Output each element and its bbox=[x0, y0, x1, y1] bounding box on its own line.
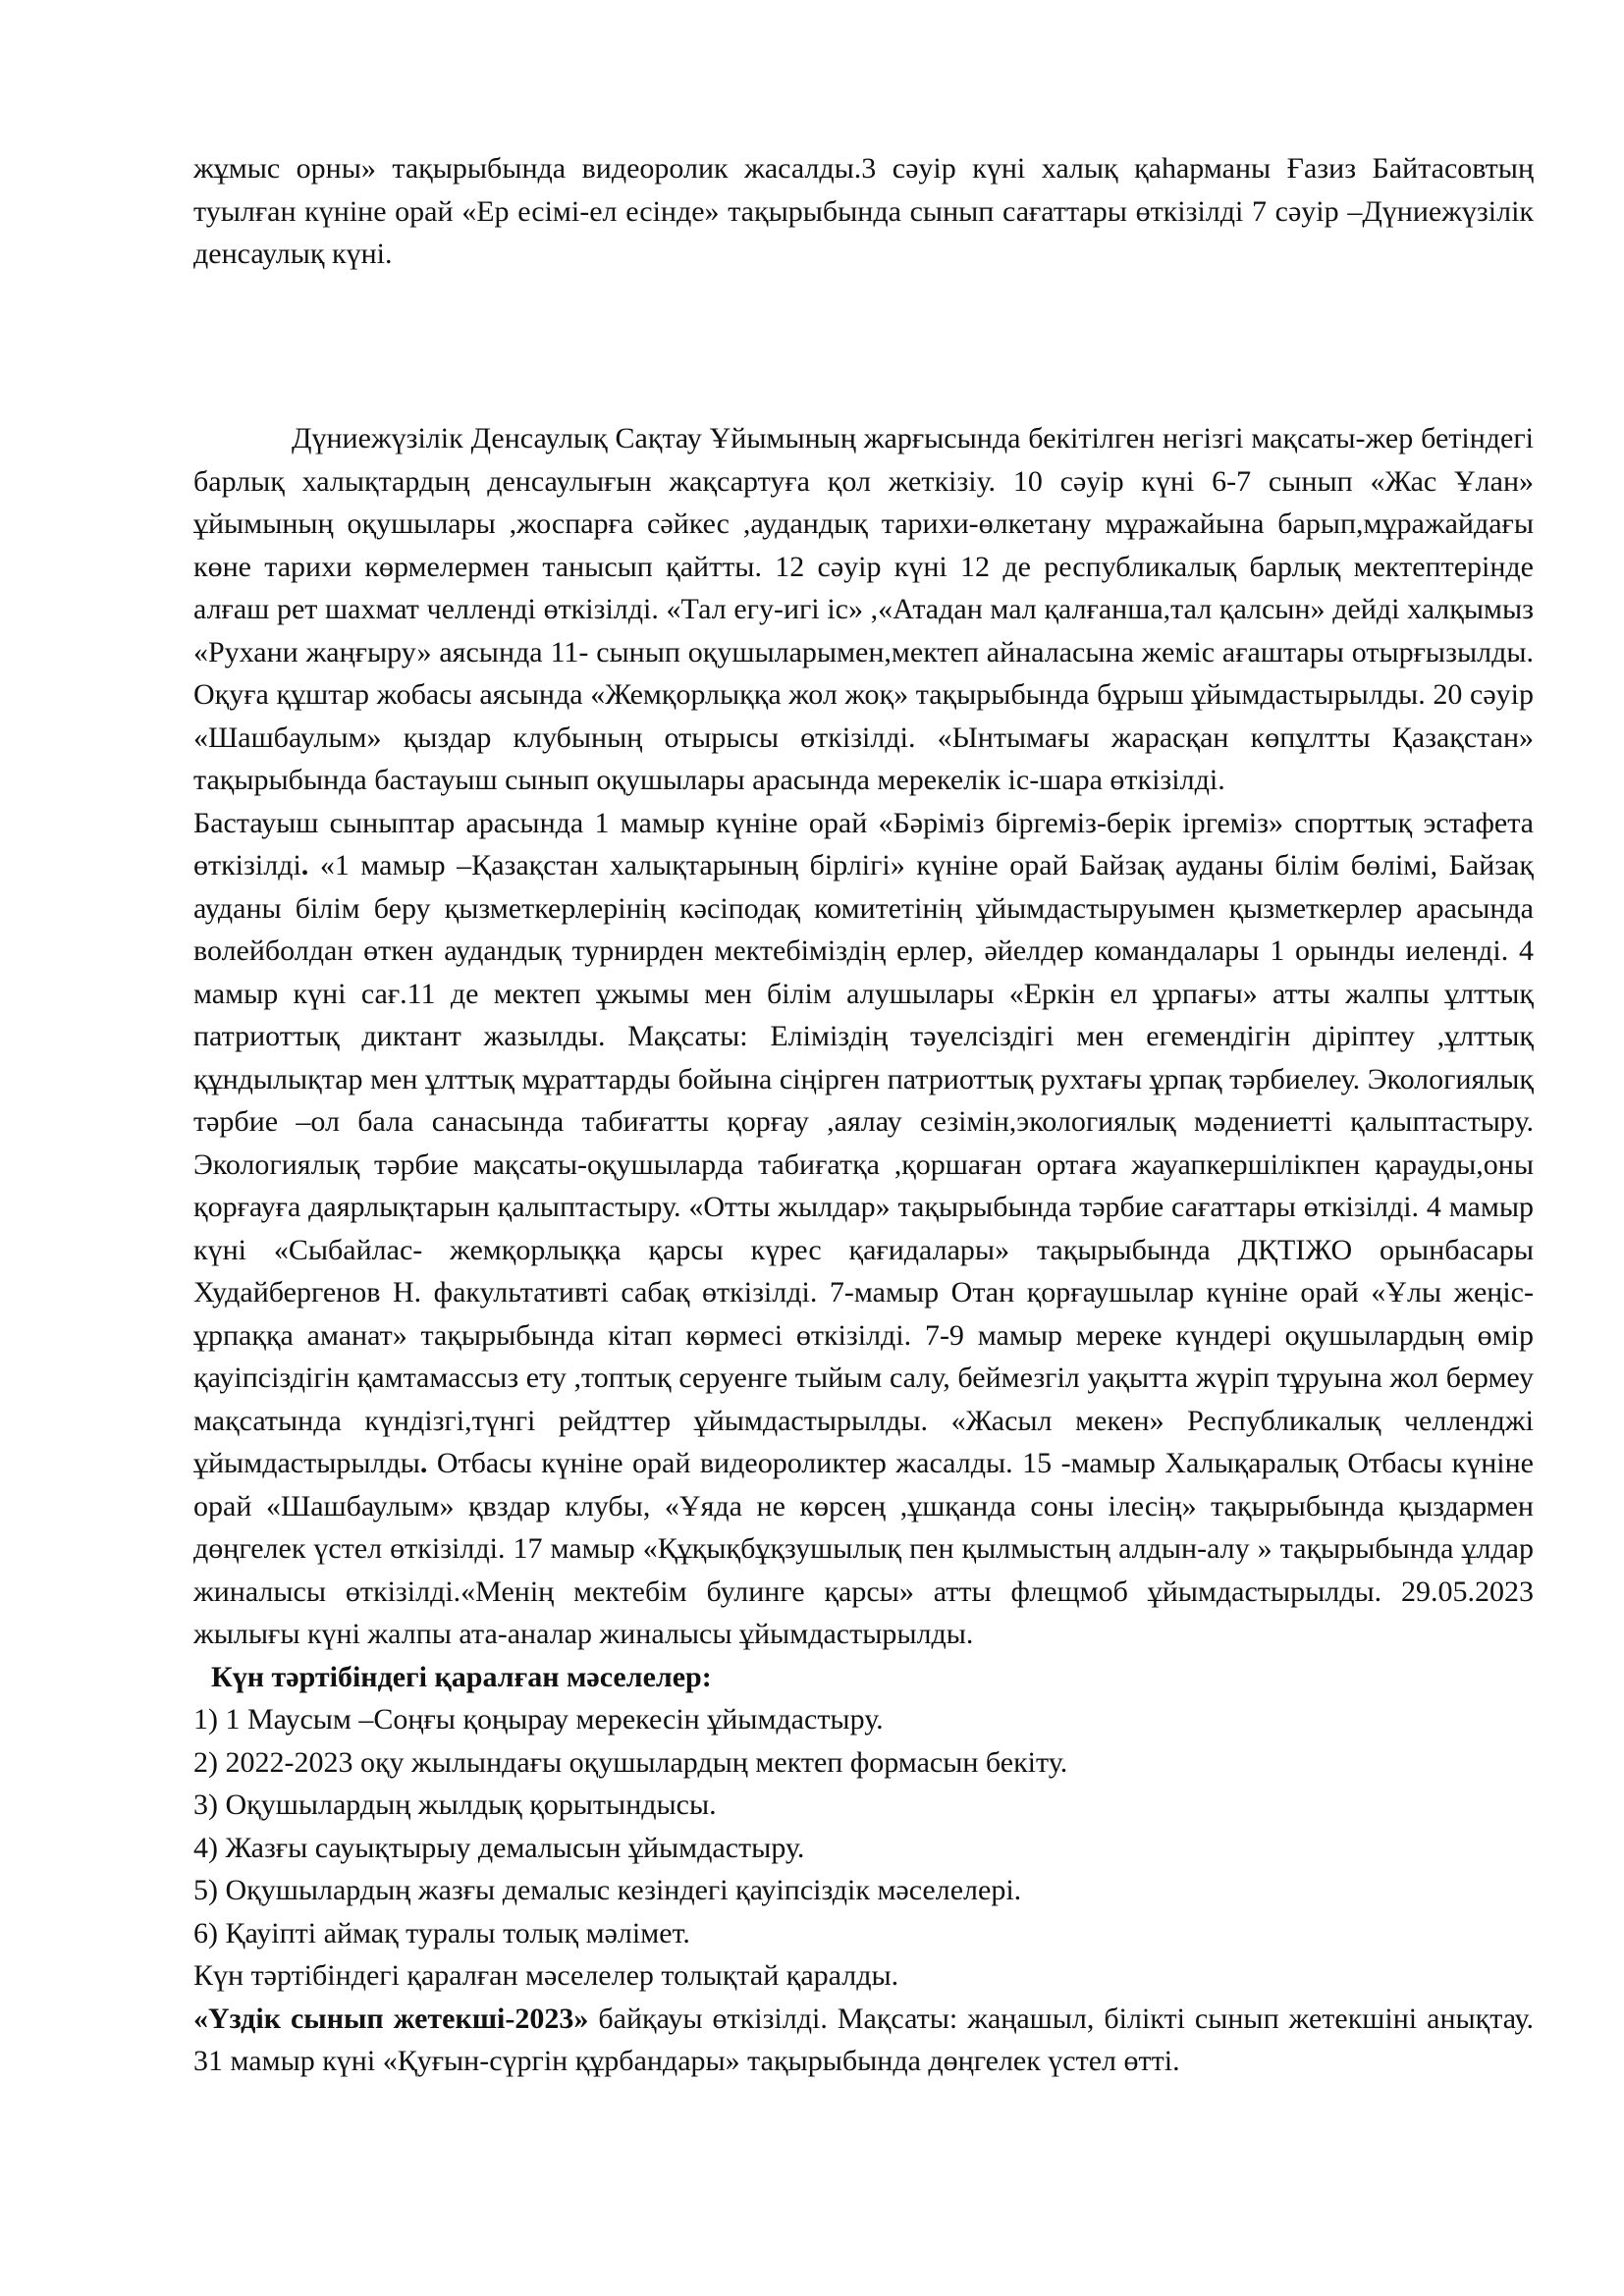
agenda-item: 5) Оқушылардың жазғы демалыс кезіндегі қауіпсіздік мәселелері. bbox=[193, 1874, 1022, 1906]
contest-title: «Үздік сынып жетекші-2023» bbox=[193, 2002, 589, 2035]
paragraph-health-day: Дүниежүзілік Денсаулық Сақтау Ұйымының жарғысында бекітілген негізгі мақсаты-жер бетіндегі барлық халықтардың денсаулығын жақсартуға қол жеткізіу. 10 сәуір күні 6-7 сынып «Жас Ұлан» ұйымының оқушылары ,жоспарға сәйкес ,аудандық тарихи-өлкетану мұражайына барып,мұражайдағы көне тарихи көрмелермен танысып қайтты. 12 сәуір күні 12 де республикалық барлық мектептерінде алғаш рет шахмат челленді өткізілді. «Тал егу-игі іс» ,«Атадан мал қалғанша,тал қалсын» дейді халқымыз «Рухани жаңғыру» аясында 11- сынып оқушыларымен,мектеп айналасына жеміс ағаштары отырғызылды. Оқуға құштар жобасы аясында «Жемқорлыққа жол жоқ» тақырыбында бұрыш ұйымдастырылды. 20 сәуір «Шашбаулым» қыздар клубының отырысы өткізілді. «Ынтымағы жарасқан көпұлтты Қазақстан» тақырыбында бастауыш сынып оқушылары арасында мерекелік іс-шара өткізілді. bbox=[193, 422, 1534, 796]
paragraph-may-events bbox=[193, 802, 1534, 1656]
may-events-dot-2: . bbox=[419, 1447, 428, 1479]
agenda-conclusion: Күн тәртібіндегі қаралған мәселелер толықтай қаралды. bbox=[193, 1959, 899, 1992]
main-block bbox=[193, 417, 1534, 2083]
agenda-item: 3) Оқушылардың жылдық қорытындысы. bbox=[193, 1789, 717, 1821]
may-events-tail: Отбасы күніне орай видеороликтер жасалды. 15 -мамыр Халықаралық Отбасы күніне орай «Шашбаулым» қвздар клубы, «Ұяда не көрсең ,ұшқанда соны ілесің» тақырыбында қыздармен дөңгелек үстел өткізілді. 17 мамыр «Құқықбұқзушылық пен қылмыстың алдын-алу » тақырыбында ұлдар жиналысы өткізілді.«Менің мектебім булинге қарсы» атты флещмоб ұйымдастырылды. 29.05.2023 жылығы күні жалпы ата-аналар жиналысы ұйымдастырылды. bbox=[193, 1447, 1534, 1650]
paragraph-contest bbox=[193, 1998, 1534, 2083]
agenda-item: 1) 1 Маусым –Соңғы қоңырау мерекесін ұйымдастыру. bbox=[193, 1703, 884, 1735]
paragraph-april-events: жұмыс орны» тақырыбында видеоролик жасалды.3 сәуір күні халық қаһарманы Ғазиз Байтасовтың туылған күніне орай «Ер есімі-ел есінде» тақырыбында сынып сағаттары өткізілді 7 сәуір –Дүниежүзілік денсаулық күні. bbox=[193, 152, 1534, 270]
may-events-lead: Бастауыш сыныптар арасында 1 мамыр күніне орай «Бәріміз біргеміз-берік іргеміз» спорттық эстафета өткізілді bbox=[193, 806, 1534, 881]
agenda-item: 2) 2022-2023 оқу жылындағы оқушылардың мектеп формасын бекіту. bbox=[193, 1745, 1068, 1779]
intro-block bbox=[193, 147, 1534, 276]
agenda-item: 6) Қауіпті аймақ туралы толық мәлімет. bbox=[193, 1916, 690, 1949]
contest-text: байқауы өткізілді. Мақсаты: жаңашыл, білікті сынып жетекшіні анықтау. 31 мамыр күні «Қуғын-сүргін құрбандары» тақырыбында дөңгелек үстел өтті. bbox=[193, 2002, 1534, 2077]
may-events-body: «1 мамыр –Қазақстан халықтарының бірлігі» күніне орай Байзақ ауданы білім бөлімі, Байзақ ауданы білім беру қызметкерлерінің кәсіподақ комитетінің ұйымдастыруымен қызметкерлер арасында волейболдан өткен аудандық турнирден мектебіміздің ерлер, әйелдер командалары 1 орынды иеленді. 4 мамыр күні сағ.11 де мектеп ұжымы мен білім алушылары «Еркін ел ұрпағы» атты жалпы ұлттық патриоттық диктант жазылды. Мақсаты: Еліміздің тәуелсіздігі мен егемендігін діріптеу ,ұлттық құндылықтар мен ұлттық мұраттарды бойына сіңірген патриоттық рухтағы ұрпақ тәрбиелеу. Экологиялық тәрбие –ол бала санасында табиғатты қорғау ,аялау сезімін,экологиялық мәдениетті қалыптастыру. Экологиялық тәрбие мақсаты-оқушыларда табиғатқа ,қоршаған ортаға жауапкершілікпен қарауды,оны қорғауға даярлықтарын қалыптастыру. «Отты жылдар» тақырыбында тәрбие сағаттары өткізілді. 4 мамыр күні «Сыбайлас- жемқорлыққа қарсы күрес қағидалары» тақырыбында ДҚТІЖО орынбасары Худайбергенов Н. факультативті сабақ өткізілді. 7-мамыр Отан қорғаушылар күніне орай «Ұлы жеңіс-ұрпаққа аманат» тақырыбында кітап көрмесі өткізілді. 7-9 мамыр мереке күндері оқушылардың өмір қауіпсіздігін қамтамассыз ету ,топтық серуенге тыйым салу, беймезгіл уақытта жүріп тұруына жол бермеу мақсатында күндізгі,түнгі рейдттер ұйымдастырылды. «Жасыл мекен» Республикалық челленджі ұйымдастырылды bbox=[193, 849, 1534, 1479]
agenda-item: 4) Жазғы сауықтырыу демалысын ұйымдастыру. bbox=[193, 1831, 805, 1864]
agenda-title: Күн тәртібіндегі қаралған мәселелер: bbox=[211, 1660, 712, 1693]
may-events-dot: . bbox=[300, 849, 309, 881]
